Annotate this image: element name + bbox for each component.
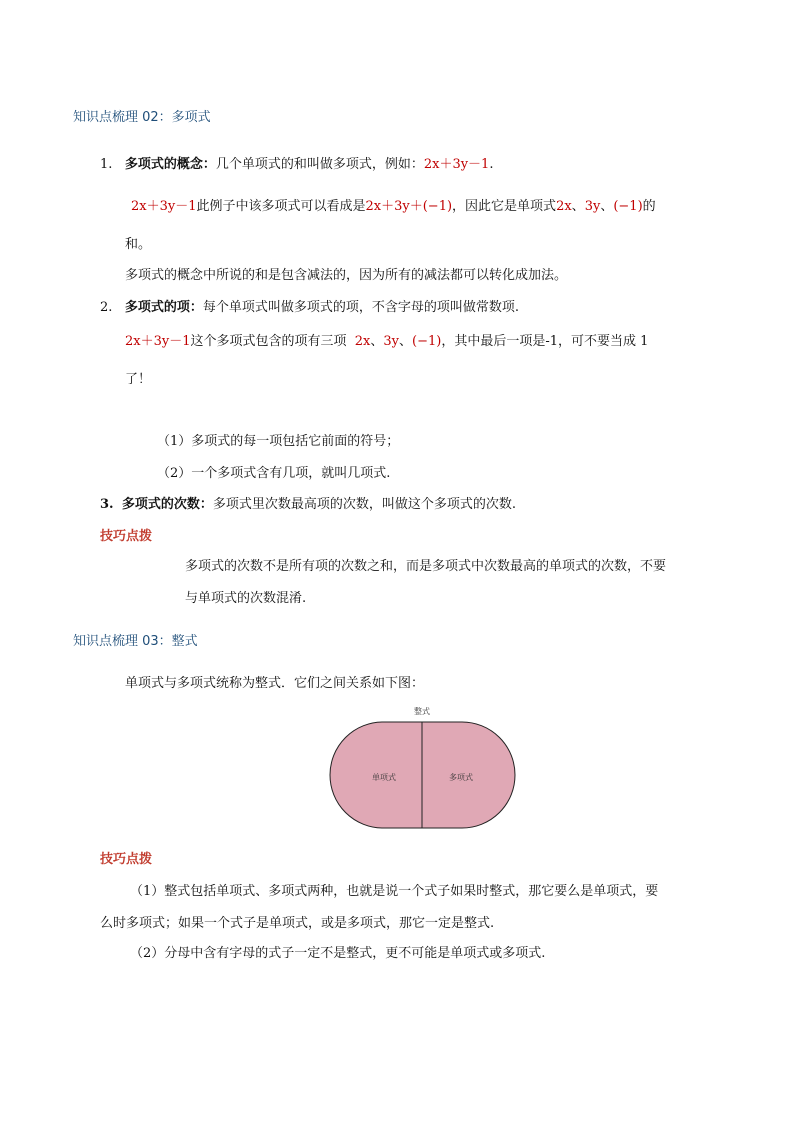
tip-1-line-1: 多项式的次数不是所有项的次数之和，而是多项式中次数最高的单项式的次数，不要 [185,559,667,574]
item-2-detail-text-1: 这个多项式包含的项有三项 [190,334,347,349]
item-2-number: 2. [100,300,113,315]
item-1-text: 几个单项式的和叫做多项式，例如： [215,157,424,172]
item-2-text: 每个单项式叫做多项式的项，不含字母的项叫做常数项. [202,300,519,315]
section-03-intro: 单项式与多项式统称为整式．它们之间关系如下图： [125,676,425,691]
note-1: （1）多项式的每一项包括它前面的符号； [157,434,400,449]
item-2-sep-2: 、 [399,334,413,349]
detail-sep-2: 、 [600,199,614,214]
integer-expression-diagram [320,700,535,835]
item-3-line [100,493,516,512]
item-1-detail-line-3: 多项式的概念中所说的和是包含减法的，因为所有的减法都可以转化成加法。 [125,268,568,283]
item-2-term-3y: 3y [383,334,400,349]
detail-term-3y: 3y [584,199,601,214]
item-2-term-neg1: (−1) [412,334,442,349]
detail-term-2x: 2x [556,199,572,214]
detail-expr-1: 2x＋3y－1 [131,199,197,214]
tip-title-1: 技巧点拨 [100,529,153,544]
item-2-detail-line-2: 了！ [125,372,152,387]
item-2-term-2x: 2x [354,334,371,349]
diagram-top-label: 整式 [414,707,430,716]
detail-text-1: 此例子中该多项式可以看成是 [196,199,366,214]
tip-2-para-1-line-2: 么时多项式；如果一个式子是单项式，或是多项式，那它一定是整式. [100,916,495,931]
section-title-03: 知识点梳理 03：整式 [73,634,198,649]
item-2-detail-text-2: ，其中最后一项是-1，可不要当成 1 [441,334,649,349]
item-1-detail-line [131,195,656,214]
section-title-02: 知识点梳理 02：多项式 [73,110,211,125]
item-2-detail-line [125,330,648,349]
item-2-label: 多项式的项： [124,300,203,315]
item-1-label: 多项式的概念： [124,157,216,172]
item-1-expression: 2x＋3y－1 [423,157,490,172]
item-3-number: 3. [100,497,114,512]
tip-title-2: 技巧点拨 [100,852,153,867]
item-2-sep-1: 、 [370,334,384,349]
item-3-text: 多项式里次数最高项的次数，叫做这个多项式的次数. [212,497,516,512]
diagram-left-label: 单项式 [372,773,396,782]
tip-2-para-1-line-1: （1）整式包括单项式、多项式两种，也就是说一个式子如果时整式，那它要么是单项式，要 [130,884,659,899]
detail-text-2: ，因此它是单项式 [452,199,557,214]
item-1-line [100,153,493,172]
tip-1-line-2: 与单项式的次数混淆. [185,591,307,606]
item-1-number: 1. [100,157,113,172]
item-3-label: 多项式的次数： [121,497,213,512]
item-2-line [100,296,519,315]
detail-term-neg1: (−1) [613,199,643,214]
item-1-end: . [489,157,494,172]
detail-sep-1: 、 [571,199,585,214]
item-1-detail-line-2: 和。 [125,237,152,252]
note-2: （2）一个多项式含有几项，就叫几项式. [157,466,391,481]
item-2-expr: 2x＋3y－1 [125,334,191,349]
tip-2-para-2: （2）分母中含有字母的式子一定不是整式，更不可能是单项式或多项式. [130,946,546,961]
detail-expr-2: 2x＋3y＋(−1) [365,199,453,214]
diagram-right-label: 多项式 [449,773,473,782]
detail-text-3: 的 [642,199,656,214]
